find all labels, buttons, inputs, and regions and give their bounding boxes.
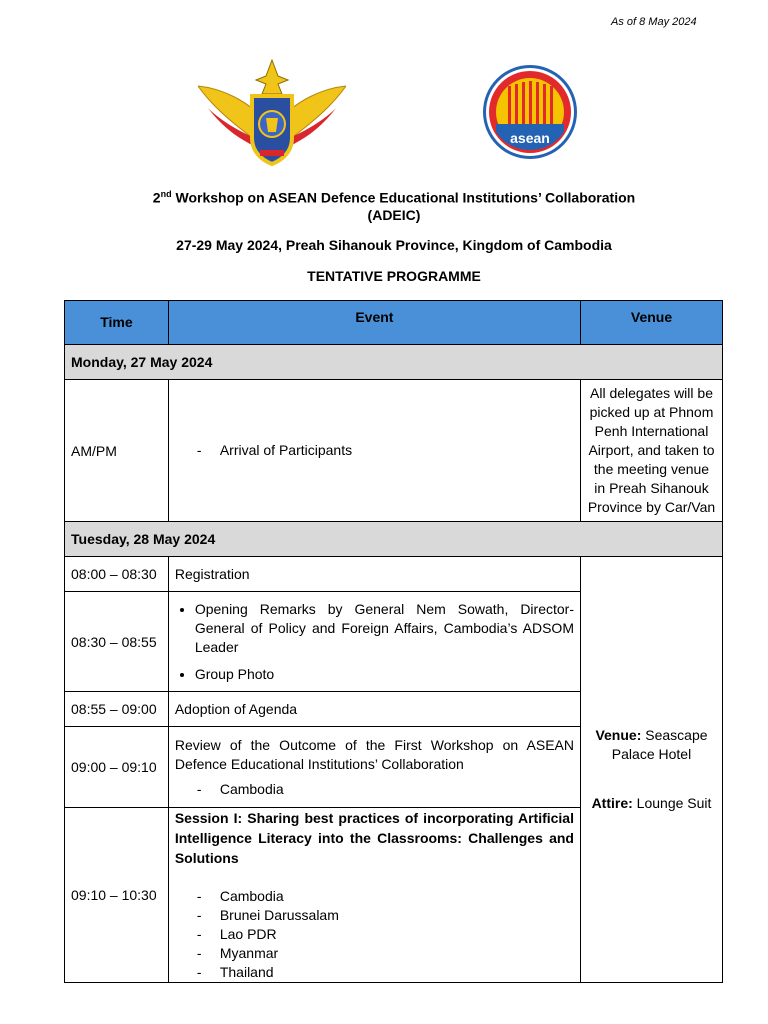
time-cell: 08:30 – 08:55 — [65, 592, 169, 692]
table-row — [65, 380, 723, 522]
list-item: - Arrival of Participants — [197, 441, 574, 460]
programme-table — [64, 300, 723, 983]
day-label: Monday, 27 May 2024 — [65, 345, 723, 380]
list-item: • Opening Remarks by General Nem Sowath, Director-General of Policy and Foreign Affairs, Cambodia’s ADSOM Leader — [195, 600, 574, 657]
event-cell — [168, 727, 580, 808]
session-title: Session I: Sharing best practices of incorporating Artificial Intelligence Literacy into the Classrooms: Challenges and Solutions — [174, 810, 574, 866]
table-header-row — [65, 301, 723, 345]
venue-value: Seascape Palace Hotel — [611, 727, 708, 762]
event-cell — [168, 808, 580, 983]
list-item: - Cambodia — [197, 887, 574, 906]
attire-label: Attire: — [591, 795, 633, 811]
time-cell: 09:00 – 09:10 — [65, 727, 169, 808]
asean-emblem-icon — [482, 64, 578, 160]
asean-emblem-text: asean — [510, 130, 550, 146]
event-cell — [168, 592, 580, 692]
title-line-2: (ADEIC) — [367, 206, 421, 223]
venue-cell: All delegates will be picked up at Phnom Penh International Airport, and taken to the meeting venue in Preah Sihanouk Province by Car/Van — [581, 380, 723, 522]
table-row — [65, 557, 723, 592]
event-items — [175, 441, 574, 460]
cambodia-defence-emblem-icon — [198, 58, 346, 168]
column-header-venue: Venue — [581, 301, 723, 345]
list-item: - Thailand — [197, 963, 574, 982]
column-header-event: Event — [168, 301, 580, 345]
event-cell: Adoption of Agenda — [168, 692, 580, 727]
list-item: - Brunei Darussalam — [197, 906, 574, 925]
list-item: • Group Photo — [195, 665, 574, 684]
day-row-monday — [65, 345, 723, 380]
event-cell: Registration — [168, 557, 580, 592]
venue-cell — [581, 557, 723, 983]
event-text: Review of the Outcome of the First Workshop on ASEAN Defence Educational Institutions’ Collaboration — [174, 736, 574, 772]
list-item: - Lao PDR — [197, 925, 574, 944]
programme-label: TENTATIVE PROGRAMME — [307, 268, 481, 284]
as-of-date: As of 8 May 2024 — [611, 16, 697, 28]
time-cell: 08:55 – 09:00 — [65, 692, 169, 727]
event-cell — [168, 380, 580, 522]
venue-label: Venue: — [595, 727, 642, 743]
title-line-1: Workshop on ASEAN Defence Educational Institutions’ Collaboration — [171, 189, 636, 206]
time-cell: 08:00 – 08:30 — [65, 557, 169, 592]
list-item: - Myanmar — [197, 944, 574, 963]
event-items — [175, 887, 574, 982]
document-subtitle: 27-29 May 2024, Preah Sihanouk Province, Kingdom of Cambodia — [176, 237, 612, 253]
event-bullets — [175, 600, 574, 684]
document-title — [60, 186, 728, 224]
column-header-time: Time — [65, 301, 169, 345]
title-number: 2 — [152, 189, 161, 206]
day-label: Tuesday, 28 May 2024 — [65, 522, 723, 557]
event-items — [175, 780, 574, 799]
time-cell: 09:10 – 10:30 — [65, 808, 169, 983]
list-item: - Cambodia — [197, 780, 574, 799]
day-row-tuesday — [65, 522, 723, 557]
attire-value: Lounge Suit — [632, 795, 712, 811]
title-superscript: nd — [160, 189, 172, 199]
time-cell: AM/PM — [65, 380, 169, 522]
